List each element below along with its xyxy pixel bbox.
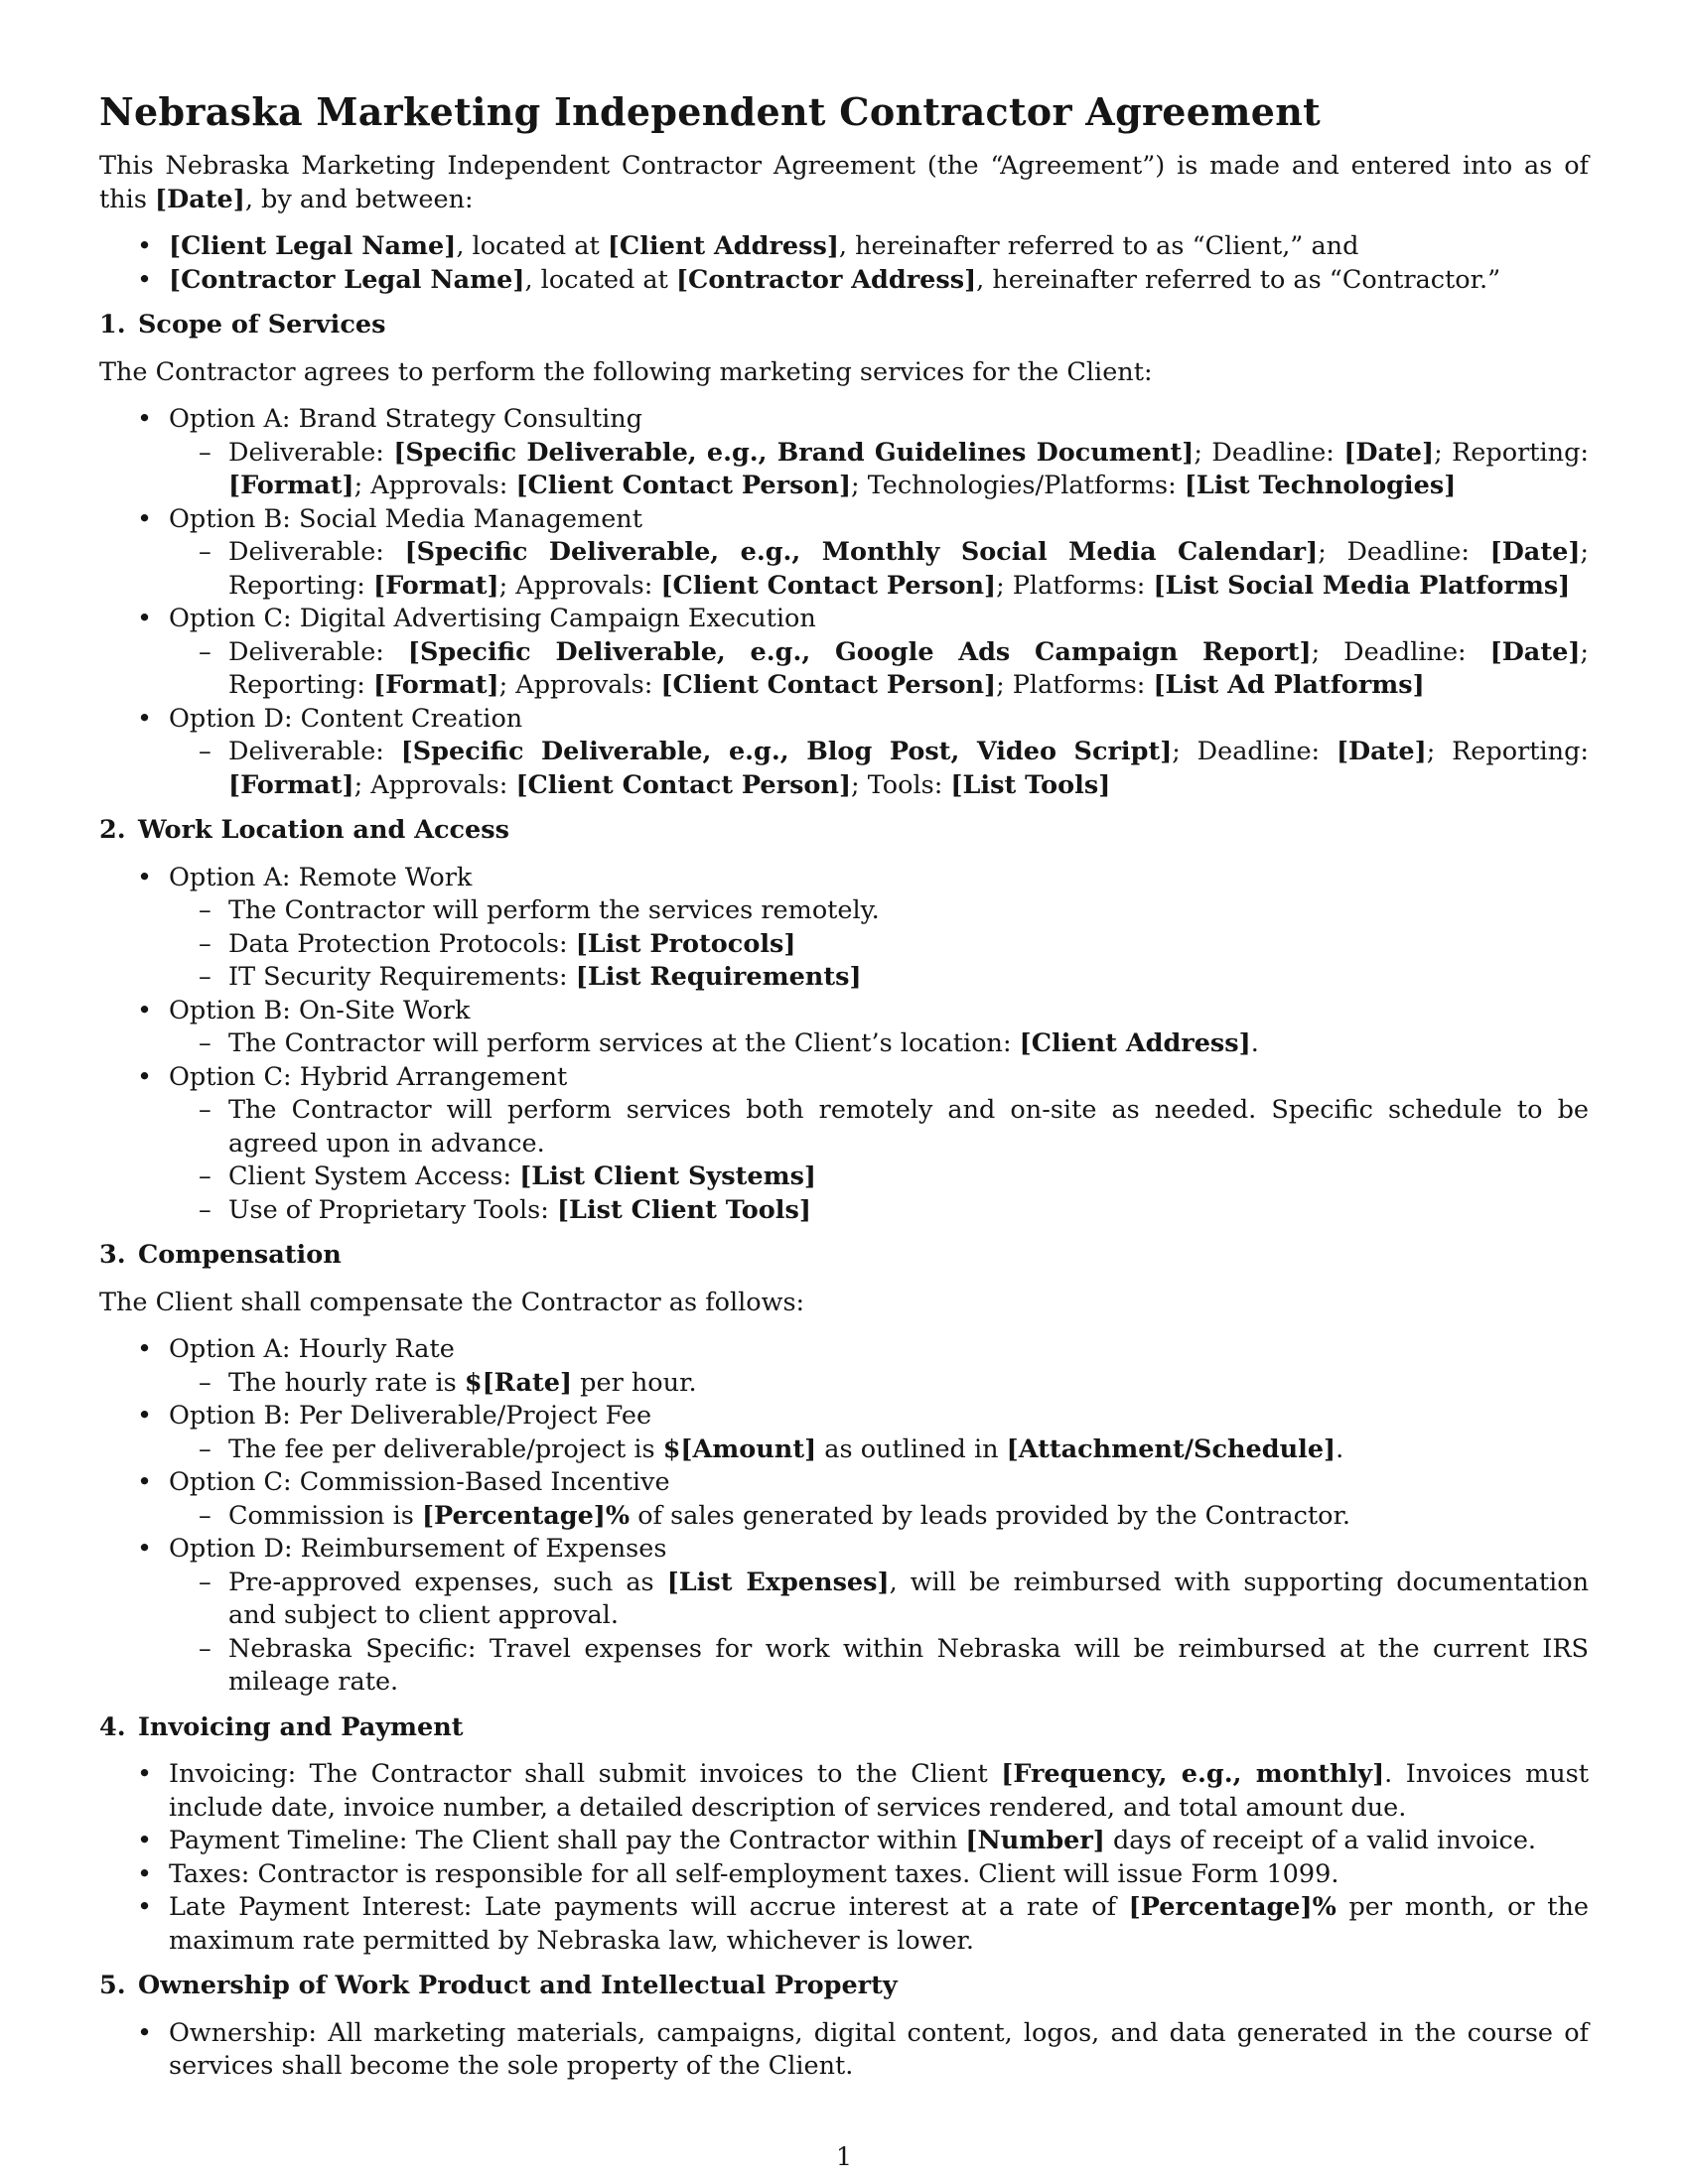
scope-option: • Option B: Social Media Management – Deliverable: [Specific Deliverable, e.g., Monthly Social Media Calendar]; Deadline: [Date]; Reporting: [Format]; Approvals: [Client Contact Person]; Platforms: [List Social Media Platforms] [99,503,1589,604]
party-contractor: • [Contractor Legal Name], located at [Contractor Address], hereinafter referred to as “Contractor.” [99,264,1589,298]
section-heading-work-location: 2. Work Location and Access [99,815,509,845]
compensation-detail: – Commission is [Percentage]% of sales generated by leads provided by the Contractor. [169,1500,1589,1534]
document-page [99,87,1589,2086]
section-heading-invoicing: 4. Invoicing and Payment [99,1711,464,1742]
invoicing-item: • Invoicing: The Contractor shall submit invoices to the Client [Frequency, e.g., monthly]. Invoices must include date, invoice number, a detailed description of services rendered, and total amount due. [99,1758,1589,1825]
location-option: • Option B: On-Site Work – The Contractor will perform services at the Client’s location: [Client Address]. [99,995,1589,1061]
agreement-date-placeholder: [Date] [155,184,245,214]
compensation-option: • Option D: Reimbursement of Expenses – Pre-approved expenses, such as [List Expenses], will be reimbursed with supporting documentation and subject to client approval. – Nebraska Specific: Travel expenses for work within Nebraska will be reimbursed at the current IRS mileage rate. [99,1533,1589,1700]
location-option: • Option C: Hybrid Arrangement – The Contractor will perform services both remotely and on-site as needed. Specific schedule to be agreed upon in advance. – Client System Access: [List Client Systems] – Use of Proprietary Tools: [List Client Tools] [99,1061,1589,1228]
invoicing-list [99,1758,1589,1958]
page-number: 1 [835,2142,853,2172]
compensation-option: • Option B: Per Deliverable/Project Fee – The fee per deliverable/project is $[Amount] as outlined in [Attachment/Schedule]. [99,1400,1589,1466]
compensation-detail: – Pre-approved expenses, such as [List Expenses], will be reimbursed with supporting documentation and subject to client approval. [169,1567,1589,1633]
compensation-detail: – The fee per deliverable/project is $[Amount] as outlined in [Attachment/Schedule]. [169,1433,1589,1467]
location-detail: – Use of Proprietary Tools: [List Client Tools] [169,1194,1589,1228]
compensation-detail: – The hourly rate is $[Rate] per hour. [169,1367,1589,1401]
section-heading-scope: 1. Scope of Services [99,310,386,340]
parties-list [99,230,1589,297]
location-detail: – The Contractor will perform services at the Client’s location: [Client Address]. [169,1027,1589,1061]
section-intro: The Contractor agrees to perform the following marketing services for the Client: [99,356,1153,387]
compensation-detail: – Nebraska Specific: Travel expenses for work within Nebraska will be reimbursed at the current IRS mileage rate. [169,1633,1589,1700]
scope-option-detail: – Deliverable: [Specific Deliverable, e.g., Brand Guidelines Document]; Deadline: [Date]; Reporting: [Format]; Approvals: [Client Contact Person]; Technologies/Platforms: [List Technologies] [169,437,1589,503]
invoicing-item: • Payment Timeline: The Client shall pay the Contractor within [Number] days of receipt of a valid invoice. [99,1825,1589,1858]
compensation-option: • Option A: Hourly Rate – The hourly rate is $[Rate] per hour. [99,1333,1589,1400]
scope-option: • Option D: Content Creation – Deliverable: [Specific Deliverable, e.g., Blog Post, Video Script]; Deadline: [Date]; Reporting: [Format]; Approvals: [Client Contact Person]; Tools: [List Tools] [99,703,1589,803]
scope-option-detail: – Deliverable: [Specific Deliverable, e.g., Google Ads Campaign Report]; Deadline: [Date]; Reporting: [Format]; Approvals: [Client Contact Person]; Platforms: [List Ad Platforms] [169,636,1589,703]
intro-paragraph: This Nebraska Marketing Independent Contractor Agreement (the “Agreement”) is made and entered into as of this [Date], by and between: [99,151,1589,214]
location-detail: – The Contractor will perform services both remotely and on-site as needed. Specific schedule to be agreed upon in advance. [169,1094,1589,1160]
document-title: Nebraska Marketing Independent Contractor Agreement [99,89,1322,134]
location-option: • Option A: Remote Work – The Contractor will perform the services remotely. – Data Protection Protocols: [List Protocols] – IT Security Requirements: [List Requirements] [99,862,1589,995]
invoicing-item: • Late Payment Interest: Late payments will accrue interest at a rate of [Percentage]% per month, or the maximum rate permitted by Nebraska law, whichever is lower. [99,1891,1589,1958]
compensation-option: • Option C: Commission-Based Incentive – Commission is [Percentage]% of sales generated by leads provided by the Contractor. [99,1466,1589,1533]
section-heading-ownership: 5. Ownership of Work Product and Intellectual Property [99,1971,898,2000]
party-client: • [Client Legal Name], located at [Client Address], hereinafter referred to as “Client,” and [99,230,1589,264]
location-detail: – The Contractor will perform the services remotely. [169,894,1589,928]
location-detail: – Client System Access: [List Client Systems] [169,1160,1589,1194]
section-intro: The Client shall compensate the Contractor as follows: [99,1287,805,1317]
compensation-list [99,1333,1589,1700]
ownership-list [99,2017,1589,2084]
scope-option: • Option A: Brand Strategy Consulting – Deliverable: [Specific Deliverable, e.g., Brand Guidelines Document]; Deadline: [Date]; Reporting: [Format]; Approvals: [Client Contact Person]; Technologies/Platforms: [List Technologies] [99,403,1589,503]
location-detail: – Data Protection Protocols: [List Protocols] [169,928,1589,962]
invoicing-item: • Taxes: Contractor is responsible for all self-employment taxes. Client will issue Form 1099. [99,1858,1589,1892]
section-heading-compensation: 3. Compensation [99,1240,342,1270]
scope-options-list [99,403,1589,802]
scope-option-detail: – Deliverable: [Specific Deliverable, e.g., Blog Post, Video Script]; Deadline: [Date]; Reporting: [Format]; Approvals: [Client Contact Person]; Tools: [List Tools] [169,736,1589,802]
work-location-list [99,862,1589,1228]
ownership-item: • Ownership: All marketing materials, campaigns, digital content, logos, and data generated in the course of services shall become the sole property of the Client. [99,2017,1589,2084]
scope-option: • Option C: Digital Advertising Campaign Execution – Deliverable: [Specific Deliverable, e.g., Google Ads Campaign Report]; Deadline: [Date]; Reporting: [Format]; Approvals: [Client Contact Person]; Platforms: [List Ad Platforms] [99,603,1589,703]
scope-option-detail: – Deliverable: [Specific Deliverable, e.g., Monthly Social Media Calendar]; Deadline: [Date]; Reporting: [Format]; Approvals: [Client Contact Person]; Platforms: [List Social Media Platforms] [169,536,1589,603]
location-detail: – IT Security Requirements: [List Requirements] [169,961,1589,995]
